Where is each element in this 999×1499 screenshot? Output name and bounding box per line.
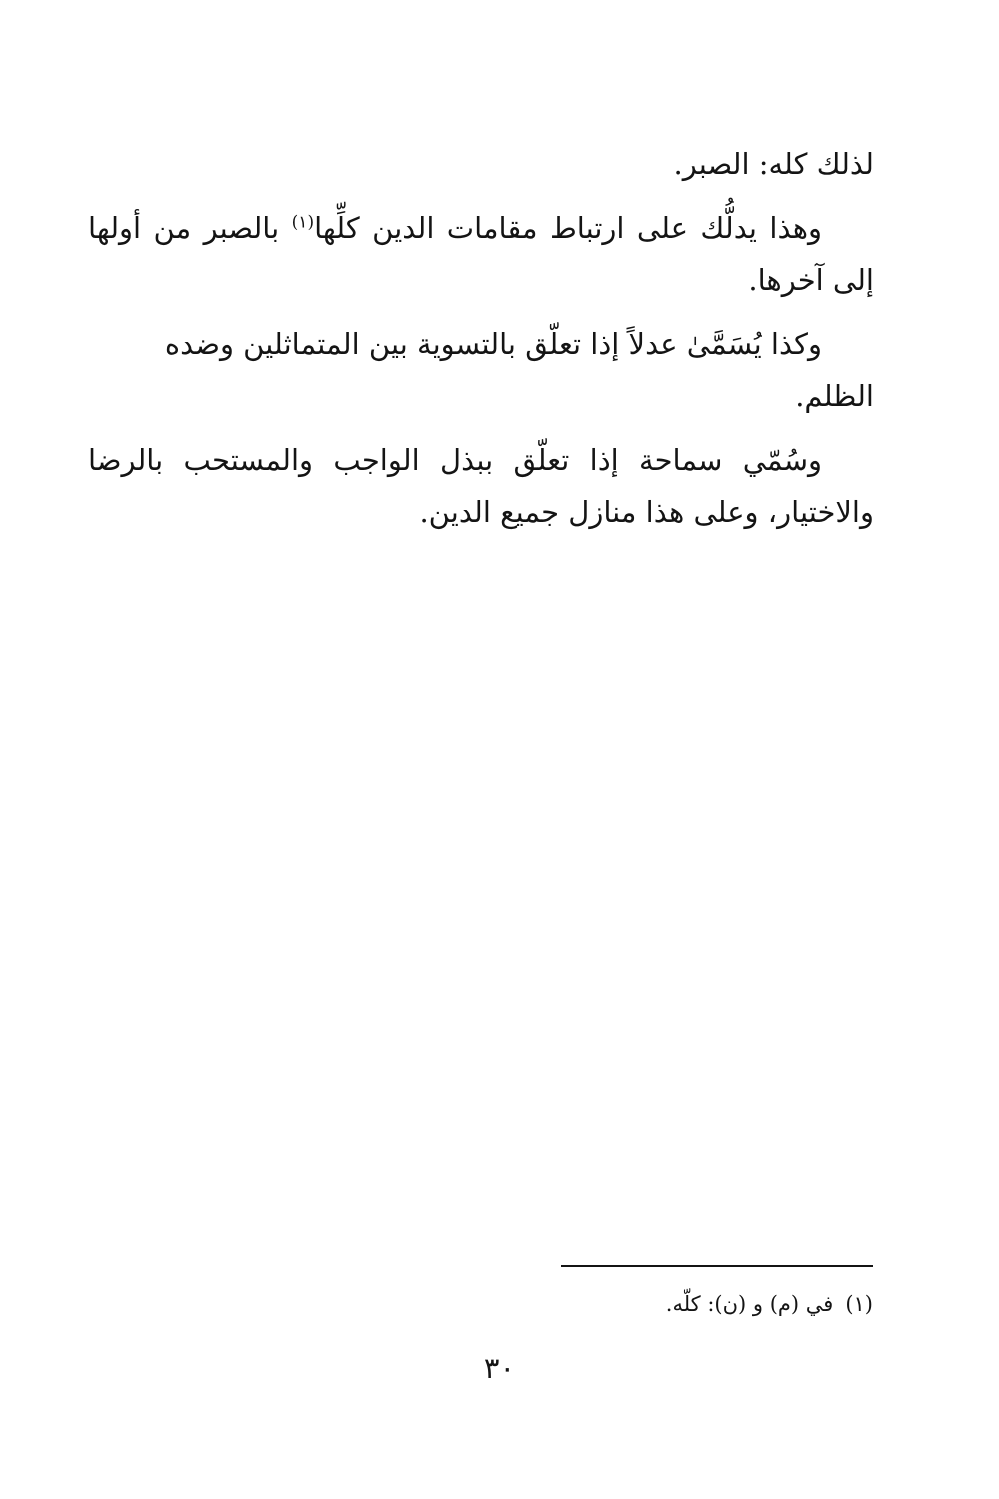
paragraph-1: لذلك كله: الصبر. bbox=[673, 147, 874, 181]
footnote-marker[interactable]: (١) bbox=[291, 212, 315, 233]
paragraph-4: وسُمّي سماحة إذا تعلّق ببذل الواجب والمستحب بالرضا والاختيار، وعلى هذا منازل جميع الدين. bbox=[88, 443, 874, 529]
paragraph-2-text-end: بالصبر من أولها إلى آخرها. bbox=[88, 211, 874, 297]
main-text bbox=[88, 138, 874, 550]
paragraph-3: وكذا يُسَمَّىٰ عدلاً إذا تعلّق بالتسوية بين المتماثلين وضده الظلم. bbox=[164, 327, 874, 413]
footnote-divider bbox=[561, 1265, 873, 1267]
footnote-number: (١) bbox=[845, 1292, 873, 1316]
footnote-text: في (م) و (ن): كلّه. bbox=[665, 1292, 834, 1316]
footnote bbox=[400, 1286, 873, 1322]
paragraph-2 bbox=[88, 202, 874, 306]
page-number: ٣٠ bbox=[483, 1351, 516, 1385]
paragraph-2-text: وهذا يدلُّك على ارتباط مقامات الدين كلِّها bbox=[314, 211, 823, 245]
